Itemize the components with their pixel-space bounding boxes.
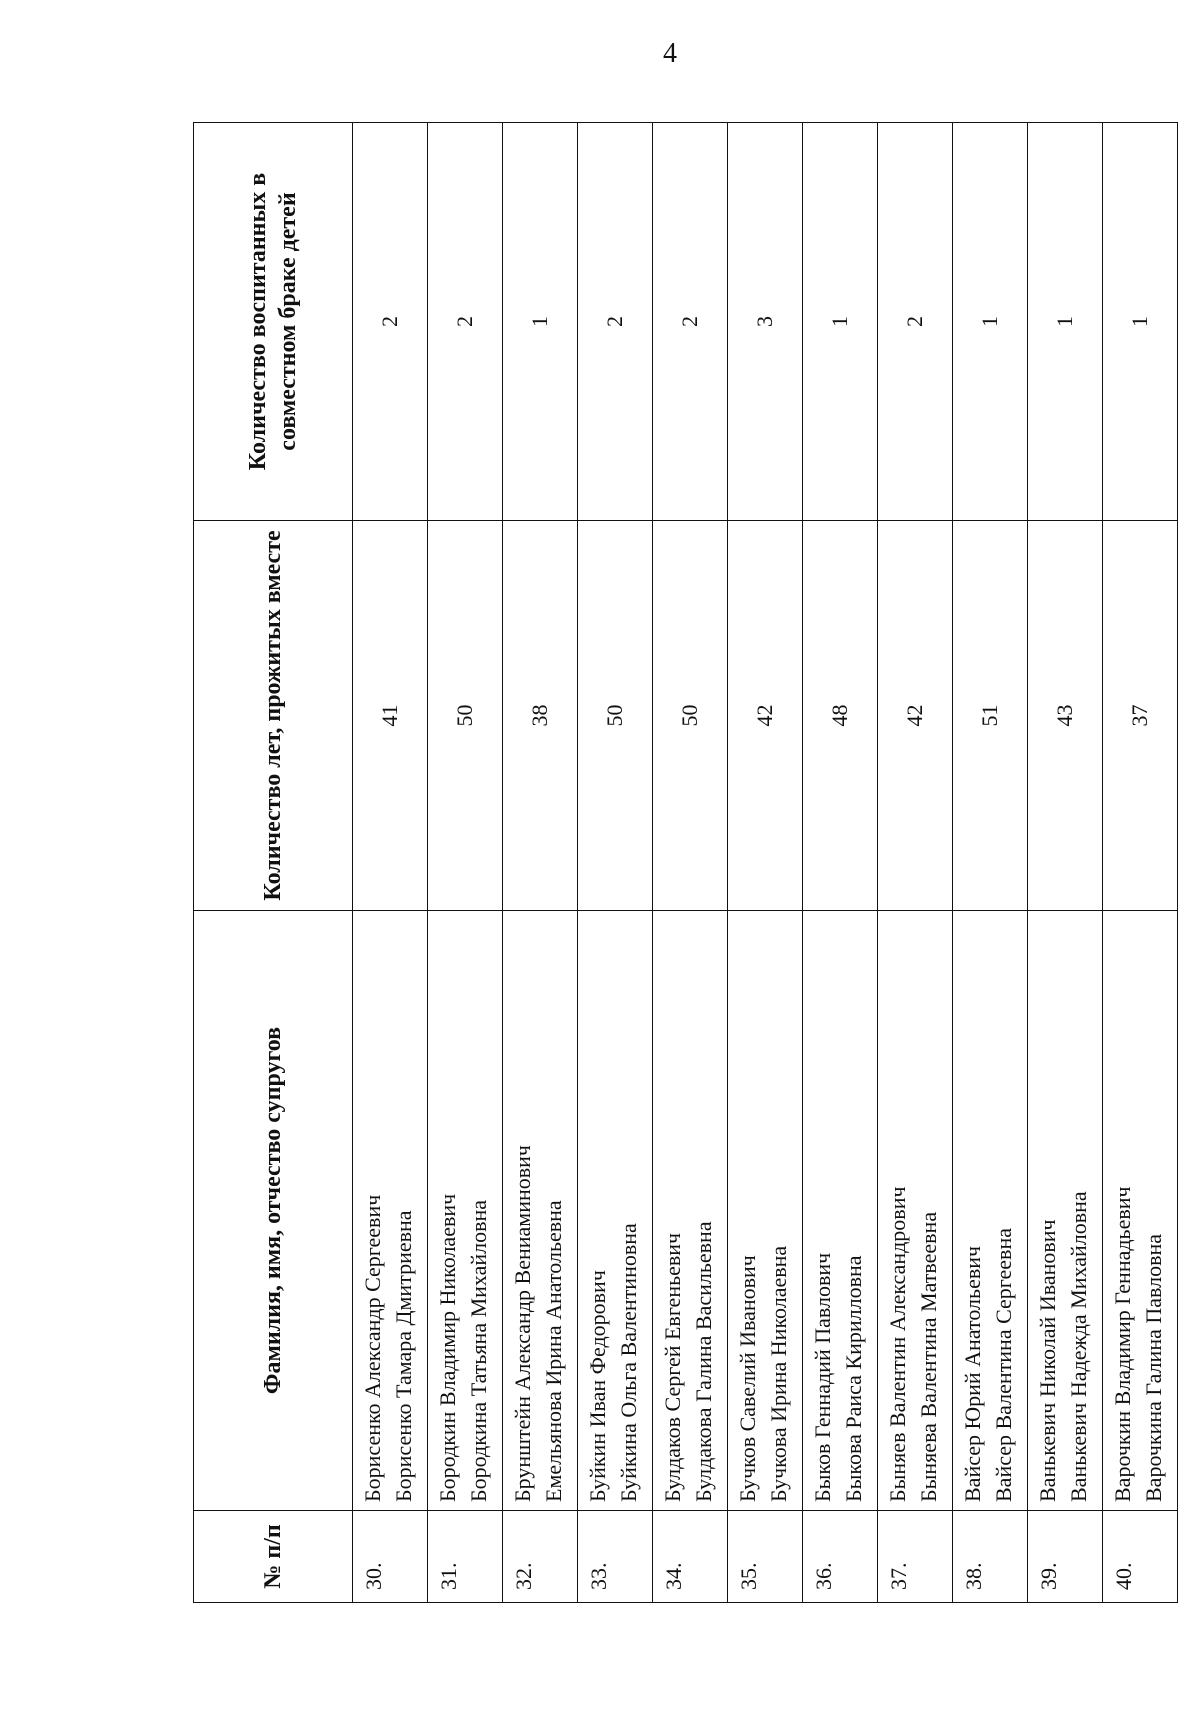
wife-name: Быкова Раиса Кирилловна xyxy=(841,1255,866,1502)
years-together: 42 xyxy=(878,521,953,911)
husband-name: Бородкин Владимир Николаевич xyxy=(435,1193,460,1502)
children-count: 1 xyxy=(803,123,878,521)
husband-name: Булдаков Сергей Евгеньевич xyxy=(660,1232,685,1502)
children-count: 3 xyxy=(728,123,803,521)
years-together: 38 xyxy=(503,521,578,911)
table-row xyxy=(503,123,578,1603)
spouse-names xyxy=(503,911,578,1511)
header-years: Количество лет, прожитых вместе xyxy=(194,521,353,911)
header-number: № п/п xyxy=(194,1511,353,1603)
husband-name: Бучков Савелий Иванович xyxy=(735,1255,760,1502)
table-row xyxy=(728,123,803,1603)
wife-name: Вайсер Валентина Сергеевна xyxy=(991,1228,1016,1502)
wife-name: Емельянова Ирина Анатольевна xyxy=(541,1200,566,1502)
table-header-row xyxy=(194,123,353,1603)
row-number: 36. xyxy=(803,1511,878,1603)
wife-name: Булдакова Галина Васильевна xyxy=(691,1221,716,1502)
children-count: 2 xyxy=(578,123,653,521)
years-together: 50 xyxy=(428,521,503,911)
row-number: 30. xyxy=(353,1511,428,1603)
table-row xyxy=(878,123,953,1603)
table-row xyxy=(578,123,653,1603)
husband-name: Вайсер Юрий Анатольевич xyxy=(960,1245,985,1502)
years-together: 37 xyxy=(1103,521,1178,911)
husband-name: Быков Геннадий Павлович xyxy=(810,1252,835,1502)
years-together: 50 xyxy=(653,521,728,911)
children-count: 2 xyxy=(353,123,428,521)
row-number: 34. xyxy=(653,1511,728,1603)
spouse-names xyxy=(1103,911,1178,1511)
children-count: 1 xyxy=(503,123,578,521)
table-row xyxy=(1028,123,1103,1603)
children-count: 2 xyxy=(428,123,503,521)
wife-name: Бородкина Татьяна Михайловна xyxy=(466,1199,491,1502)
wife-name: Ванькевич Надежда Михайловна xyxy=(1066,1191,1091,1502)
children-count: 1 xyxy=(1028,123,1103,521)
row-number: 32. xyxy=(503,1511,578,1603)
page-number: 4 xyxy=(663,38,677,69)
spouse-names xyxy=(428,911,503,1511)
row-number: 37. xyxy=(878,1511,953,1603)
years-together: 41 xyxy=(353,521,428,911)
wife-name: Быняева Валентина Матвеевна xyxy=(916,1211,941,1502)
table-rotated-container xyxy=(193,123,1166,1603)
husband-name: Брунштейн Александр Вениаминович xyxy=(510,1145,535,1502)
husband-name: Буйкин Иван Федорович xyxy=(585,1270,610,1502)
children-count: 1 xyxy=(1103,123,1178,521)
table-row xyxy=(653,123,728,1603)
wife-name: Борисенко Тамара Дмитриевна xyxy=(391,1210,416,1502)
wife-name: Варочкина Галина Павловна xyxy=(1141,1233,1166,1502)
years-together: 50 xyxy=(578,521,653,911)
wife-name: Бучкова Ирина Николаевна xyxy=(766,1245,791,1502)
spouse-names xyxy=(878,911,953,1511)
years-together: 42 xyxy=(728,521,803,911)
row-number: 33. xyxy=(578,1511,653,1603)
row-number: 31. xyxy=(428,1511,503,1603)
header-names: Фамилия, имя, отчество супругов xyxy=(194,911,353,1511)
years-together: 43 xyxy=(1028,521,1103,911)
spouse-names xyxy=(353,911,428,1511)
years-together: 48 xyxy=(803,521,878,911)
spouse-names xyxy=(803,911,878,1511)
spouse-names xyxy=(728,911,803,1511)
husband-name: Борисенко Александр Сергеевич xyxy=(360,1194,385,1502)
husband-name: Ванькевич Николай Иванович xyxy=(1035,1219,1060,1502)
row-number: 35. xyxy=(728,1511,803,1603)
table-row xyxy=(1103,123,1178,1603)
table-row xyxy=(353,123,428,1603)
children-count: 2 xyxy=(653,123,728,521)
wife-name: Буйкина Ольга Валентиновна xyxy=(616,1223,641,1502)
row-number: 38. xyxy=(953,1511,1028,1603)
children-count: 2 xyxy=(878,123,953,521)
years-together: 51 xyxy=(953,521,1028,911)
spouses-table xyxy=(193,122,1178,1603)
husband-name: Быняев Валентин Александрович xyxy=(885,1186,910,1502)
children-count: 1 xyxy=(953,123,1028,521)
table-row xyxy=(428,123,503,1603)
spouse-names xyxy=(578,911,653,1511)
spouse-names xyxy=(1028,911,1103,1511)
spouse-names xyxy=(953,911,1028,1511)
header-children: Количество воспитанных в совместном браке детей xyxy=(194,123,353,521)
table-row xyxy=(803,123,878,1603)
spouse-names xyxy=(653,911,728,1511)
table-row xyxy=(953,123,1028,1603)
row-number: 40. xyxy=(1103,1511,1178,1603)
row-number: 39. xyxy=(1028,1511,1103,1603)
husband-name: Варочкин Владимир Геннадьевич xyxy=(1110,1186,1135,1502)
